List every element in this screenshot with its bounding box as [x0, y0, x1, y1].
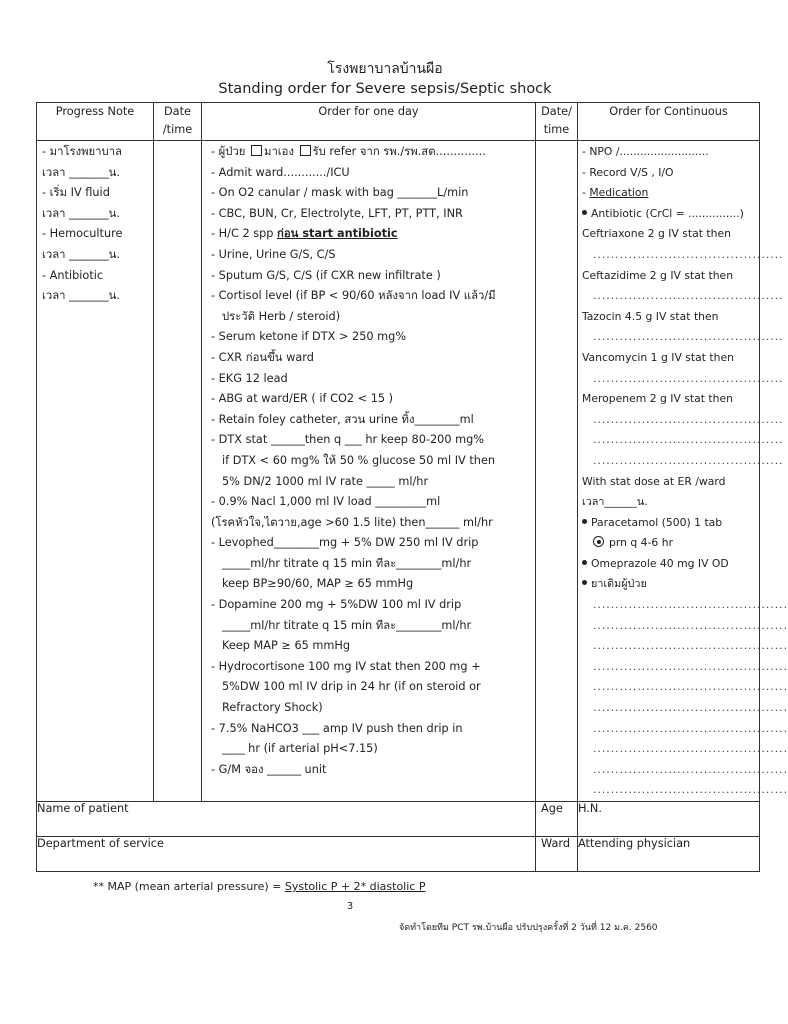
col-date-label: Date: [163, 105, 191, 118]
order-line: - CXR ก่อนขึ้น ward: [211, 350, 314, 364]
order-hemoculture: [211, 224, 535, 245]
progress-line: เวลา _______น.: [42, 165, 120, 179]
dotted-line[interactable]: ...........................................: [593, 330, 784, 344]
dotted-line[interactable]: ............................................: [593, 742, 788, 756]
map-formula: Systolic P + 2* diastolic P: [284, 880, 426, 893]
hn-field[interactable]: H.N.: [578, 802, 760, 837]
col-time-label-2: time: [543, 123, 570, 136]
dotted-line[interactable]: ...........................................: [593, 371, 784, 385]
order-line: - DTX stat ______then q ___ hr keep 80-200 mg%: [211, 433, 485, 447]
col-order-continuous: Order for Continuous: [578, 103, 760, 141]
page-number: 3: [346, 901, 354, 912]
order-line: - Levophed________mg + 5% DW 250 ml IV drip: [211, 536, 479, 550]
dotted-line[interactable]: ............................................: [593, 618, 788, 632]
order-line: - Sputum G/S, C/S (if CXR new infiltrate ): [211, 268, 441, 282]
order-text: มาเอง: [264, 145, 294, 158]
order-line: - 7.5% NaHCO3 ___ amp IV push then drip in: [211, 721, 463, 735]
col-date-label-2: Date/: [541, 105, 572, 118]
dotted-line[interactable]: ...........................................: [593, 453, 784, 467]
home-meds-line: [582, 574, 759, 595]
progress-line: เวลา _______น.: [42, 206, 120, 220]
order-line: Keep MAP ≥ 65 mmHg: [222, 639, 351, 653]
order-text: Antibiotic (CrCl = ...............): [591, 206, 744, 220]
patient-name-row: [37, 802, 760, 837]
col-order-one-day: Order for one day: [202, 103, 536, 141]
progress-note-cell[interactable]: [37, 141, 154, 802]
order-line: - Hydrocortisone 100 mg IV stat then 200 mg +: [211, 659, 481, 673]
order-patient-source: [211, 142, 535, 163]
bullet-icon: [582, 519, 587, 524]
order-line: Refractory Shock): [222, 701, 323, 715]
omeprazole-line: [582, 554, 759, 575]
order-text: - H/C 2 spp: [211, 227, 274, 241]
antibiotic-line: [582, 204, 759, 225]
department-field[interactable]: Department of service: [37, 837, 536, 872]
order-text: Omeprazole 40 mg IV OD: [591, 556, 729, 570]
order-line: - ABG at ward/ER ( if CO2 < 15 ): [211, 392, 394, 406]
continuous-line: Ceftriaxone 2 g IV stat then: [582, 227, 731, 241]
order-text: - ผู้ป่วย: [211, 145, 246, 158]
footnote-text: ** MAP (mean arterial pressure) =: [93, 880, 285, 893]
map-footnote: [93, 880, 425, 893]
revision-credit: จัดทำโดยทีม PCT รพ.บ้านผือ ปรับปรุงครั้งที่ 2 วันที่ 12 ม.ค. 2560: [399, 923, 658, 933]
date-time-cell-2[interactable]: [536, 141, 578, 802]
paracetamol-line: [582, 513, 759, 534]
dotted-line[interactable]: ...........................................: [593, 289, 784, 303]
dotted-line[interactable]: ...........................................: [593, 433, 784, 447]
order-line: - Cortisol level (if BP < 90/60 หลังจาก load IV แล้ว/มี: [211, 289, 496, 303]
order-text: -: [582, 186, 590, 200]
radio-selected-icon[interactable]: [593, 536, 604, 547]
order-line: - Urine, Urine G/S, C/S: [211, 247, 336, 261]
progress-line: - เริ่ม IV fluid: [42, 186, 110, 200]
order-text: prn q 4-6 hr: [609, 536, 674, 550]
dotted-line[interactable]: ............................................: [593, 639, 788, 653]
order-line: - Admit ward............/ICU: [211, 165, 350, 179]
progress-line: เวลา _______น.: [42, 247, 120, 261]
order-line: - G/M จอง ______ unit: [211, 762, 327, 776]
continuous-line: เวลา______น.: [582, 495, 648, 509]
age-field[interactable]: Age: [536, 802, 578, 837]
checkbox-self[interactable]: [251, 145, 262, 156]
order-continuous-cell[interactable]: [578, 141, 788, 802]
continuous-line: Tazocin 4.5 g IV stat then: [582, 309, 719, 323]
continuous-line: Ceftazidime 2 g IV stat then: [582, 268, 734, 282]
order-line: - EKG 12 lead: [211, 371, 288, 385]
bullet-icon: [582, 580, 587, 585]
medication-label: Medication: [589, 186, 649, 200]
col-date-time-1: [154, 103, 202, 141]
col-progress-note: Progress Note: [37, 103, 154, 141]
continuous-line: With stat dose at ER /ward: [582, 474, 726, 488]
body-row: [37, 141, 760, 802]
document-title: Standing order for Severe sepsis/Septic shock: [218, 81, 552, 97]
order-line: ____ hr (if arterial pH<7.15): [222, 742, 378, 756]
order-line: 5% DN/2 1000 ml IV rate _____ ml/hr: [222, 474, 429, 488]
bullet-icon: [582, 560, 587, 565]
physician-field[interactable]: Attending physician: [578, 837, 760, 872]
order-text: ยาเดิมผู้ป่วย: [591, 577, 647, 591]
medication-heading: [582, 183, 759, 204]
dotted-line[interactable]: ............................................: [593, 701, 788, 715]
order-line: _____ml/hr titrate q 15 min ทีละ________ml/hr: [222, 618, 472, 632]
dotted-line[interactable]: ............................................: [593, 721, 788, 735]
progress-line: - มาโรงพยาบาล: [42, 145, 122, 158]
department-row: [37, 837, 760, 872]
continuous-line: Vancomycin 1 g IV stat then: [582, 350, 734, 364]
progress-line: - Antibiotic: [42, 268, 104, 282]
order-line: - Dopamine 200 mg + 5%DW 100 ml IV drip: [211, 598, 462, 612]
continuous-line: - Record V/S , I/O: [582, 165, 674, 179]
order-line: - Retain foley catheter, สวน urine ทิ้ง________ml: [211, 412, 474, 426]
dotted-line[interactable]: ............................................: [593, 680, 788, 694]
order-table: [36, 102, 788, 872]
order-line: ประวัติ Herb / steroid): [222, 309, 341, 323]
continuous-line: - NPO /..........................: [582, 145, 709, 158]
ward-field[interactable]: Ward: [536, 837, 578, 872]
dotted-line[interactable]: ...........................................: [593, 247, 784, 261]
hospital-name: โรงพยาบาลบ้านผือ: [327, 61, 443, 77]
order-emphasis: ก่อน start antibiotic: [277, 227, 398, 241]
date-time-cell-1[interactable]: [154, 141, 202, 802]
order-text: Paracetamol (500) 1 tab: [591, 515, 723, 529]
dotted-line[interactable]: ............................................: [593, 659, 788, 673]
order-line: - 0.9% Nacl 1,000 ml IV load _________ml: [211, 495, 441, 509]
patient-name-field[interactable]: Name of patient: [37, 802, 536, 837]
dotted-line[interactable]: ............................................: [593, 762, 788, 776]
order-text: รับ refer จาก รพ./รพ.สต..............: [312, 145, 486, 158]
order-line: if DTX < 60 mg% ให้ 50 % glucose 50 ml IV then: [222, 453, 496, 467]
prn-line: [582, 533, 759, 554]
dotted-line[interactable]: ............................................: [593, 783, 788, 797]
col-time-label: /time: [162, 123, 193, 136]
order-line: - Serum ketone if DTX > 250 mg%: [211, 330, 407, 344]
checkbox-refer[interactable]: [300, 145, 311, 156]
dotted-line[interactable]: ...........................................: [593, 412, 784, 426]
header-row: [37, 103, 760, 141]
bullet-icon: [582, 210, 587, 215]
order-line: _____ml/hr titrate q 15 min ทีละ________ml/hr: [222, 556, 472, 570]
order-line: - CBC, BUN, Cr, Electrolyte, LFT, PT, PTT, INR: [211, 206, 463, 220]
dotted-line[interactable]: ............................................: [593, 598, 788, 612]
order-one-day-cell[interactable]: [202, 141, 536, 802]
progress-line: เวลา _______น.: [42, 289, 120, 303]
progress-line: - Hemoculture: [42, 227, 123, 241]
order-line: (โรคหัวใจ,ไตวาย,age >60 1.5 lite) then______ ml/hr: [211, 515, 493, 529]
continuous-line: Meropenem 2 g IV stat then: [582, 392, 733, 406]
order-line: 5%DW 100 ml IV drip in 24 hr (if on steroid or: [222, 680, 481, 694]
order-line: - On O2 canular / mask with bag _______L/min: [211, 186, 469, 200]
col-date-time-2: [536, 103, 578, 141]
order-line: keep BP≥90/60, MAP ≥ 65 mmHg: [222, 577, 414, 591]
